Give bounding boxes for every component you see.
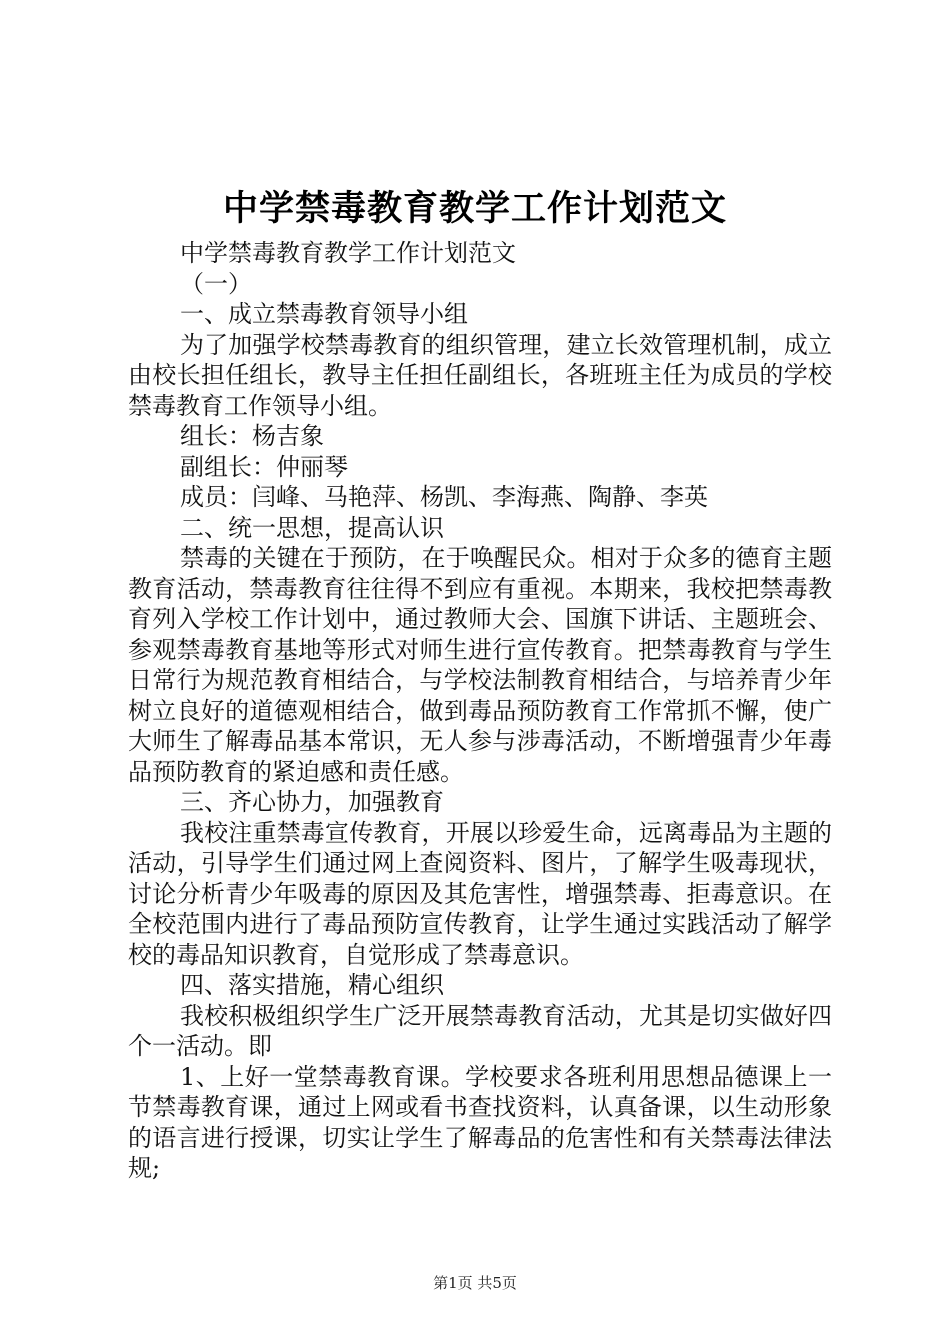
section-marker: （一） bbox=[180, 269, 252, 298]
heading-2: 二、统一思想，提高认识 bbox=[180, 513, 444, 542]
heading-1: 一、成立禁毒教育领导小组 bbox=[180, 300, 468, 328]
body-paragraph: 我校积极组织学生广泛开展禁毒教育活动，尤其是切实做好四个一活动。即 bbox=[128, 1001, 832, 1060]
subtitle-paragraph: 中学禁毒教育教学工作计划范文 bbox=[180, 239, 516, 267]
body-paragraph: 为了加强学校禁毒教育的组织管理，建立长效管理机制，成立由校长担任组长，教导主任担任副组长，各班班主任为成员的学校禁毒教育工作领导小组。 bbox=[128, 330, 832, 420]
document-body bbox=[128, 238, 832, 1184]
heading-3: 三、齐心协力，加强教育 bbox=[180, 788, 444, 816]
leader-line: 组长：杨吉象 bbox=[180, 422, 324, 450]
document-title: 中学禁毒教育教学工作计划范文 bbox=[222, 189, 727, 229]
list-item: 1、上好一堂禁毒教育课。学校要求各班利用思想品德课上一节禁毒教育课，通过上网或看书查找资料，认真备课，以生动形象的语言进行授课，切实让学生了解毒品的危害性和有关禁毒法律法规; bbox=[128, 1062, 832, 1182]
deputy-leader-line: 副组长：仲丽琴 bbox=[180, 452, 348, 481]
page-number: 第1页 共5页 bbox=[433, 1274, 517, 1292]
body-paragraph: 禁毒的关键在于预防，在于唤醒民众。相对于众多的德育主题教育活动，禁毒教育往往得不到应有重视。本期来，我校把禁毒教育列入学校工作计划中，通过教师大会、国旗下讲话、主题班会、参观禁毒教育基地等形式对师生进行宣传教育。把禁毒教育与学生日常行为规范教育相结合，与学校法制教育相结合，与培养青少年树立良好的道德观相结合，做到毒品预防教育工作常抓不懈，使广大师生了解毒品基本常识，无人参与涉毒活动，不断增强青少年毒品预防教育的紧迫感和责任感。 bbox=[128, 544, 832, 786]
members-line: 成员：闫峰、马艳萍、杨凯、李海燕、陶静、李英 bbox=[180, 483, 708, 511]
heading-4: 四、落实措施，精心组织 bbox=[180, 971, 444, 999]
body-paragraph: 我校注重禁毒宣传教育，开展以珍爱生命，远离毒品为主题的活动，引导学生们通过网上查阅资料、图片，了解学生吸毒现状，讨论分析青少年吸毒的原因及其危害性，增强禁毒、拒毒意识。在全校范围内进行了毒品预防宣传教育，让学生通过实践活动了解学校的毒品知识教育，自觉形成了禁毒意识。 bbox=[128, 818, 832, 969]
